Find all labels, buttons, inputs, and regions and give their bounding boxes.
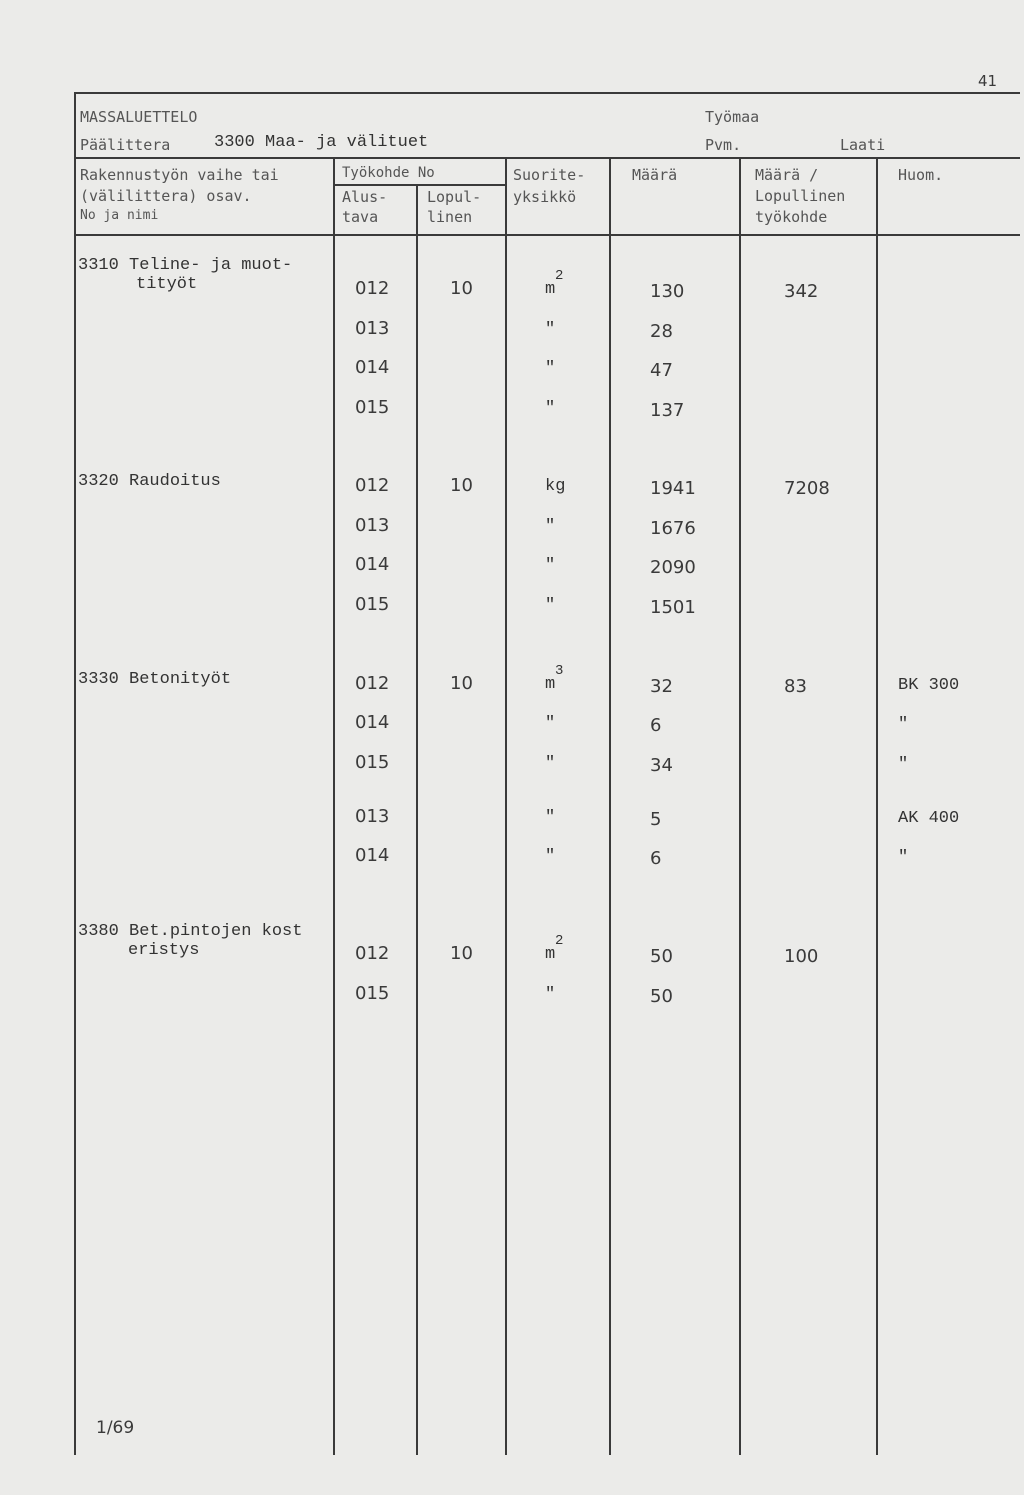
huom-cell: " [898, 755, 909, 774]
pvm-label: Pvm. [705, 136, 742, 154]
huom-cell: BK 300 [898, 676, 960, 695]
unit-cell: " [545, 320, 556, 339]
vrule-col6 [876, 157, 878, 1455]
alustava-cell: 013 [355, 515, 390, 536]
unit-cell: " [545, 985, 556, 1004]
unit-cell: " [545, 754, 556, 773]
group-label: 3320 Raudoitus [78, 472, 221, 491]
maara-cell: 1941 [650, 478, 696, 499]
alustava-cell: 015 [355, 752, 390, 773]
maara-cell: 32 [650, 676, 673, 697]
vrule-left [74, 92, 76, 1455]
huom-cell: " [898, 715, 909, 734]
unit-cell: " [545, 808, 556, 827]
form-code: 1/69 [96, 1418, 135, 1438]
alustava-cell: 012 [355, 278, 390, 299]
alustava-header-2: tava [342, 208, 379, 226]
unit-cell: " [545, 517, 556, 536]
alustava-cell: 014 [355, 554, 390, 575]
maara-cell: 6 [650, 715, 662, 736]
maara-cell: 6 [650, 848, 662, 869]
maara-cell: 34 [650, 755, 673, 776]
form-title: MASSALUETTELO [80, 108, 198, 126]
lopullinen-maara-cell: 100 [784, 946, 819, 967]
unit-cell: m [545, 945, 556, 964]
maara-cell: 5 [650, 809, 662, 830]
suorite-header-2: yksikkö [513, 188, 577, 206]
group-label: 3380 Bet.pintojen kost [78, 922, 303, 941]
group-label-cont: eristys [128, 941, 200, 960]
maara-cell: 137 [650, 400, 685, 421]
vrule-col1 [333, 157, 335, 1455]
unit-cell: kg [545, 477, 566, 496]
vrule-col4 [609, 157, 611, 1455]
huom-cell: AK 400 [898, 809, 960, 828]
alustava-cell: 013 [355, 318, 390, 339]
rule-header-top [74, 157, 1020, 159]
unit-cell: m [545, 675, 556, 694]
lopullinen-cell: 10 [450, 943, 473, 964]
alustava-header-1: Alus- [342, 188, 388, 206]
maara-cell: 1501 [650, 597, 696, 618]
unit-cell: " [545, 399, 556, 418]
unit-exponent: 2 [555, 933, 564, 949]
alustava-cell: 014 [355, 845, 390, 866]
huom-cell: " [898, 848, 909, 867]
maara-cell: 2090 [650, 557, 696, 578]
paalittera-value: 3300 Maa- ja välituet [214, 133, 429, 152]
unit-cell: " [545, 556, 556, 575]
laati-label: Laati [840, 136, 886, 154]
col1-header-line2: (välilittera) osav. [80, 187, 252, 205]
vrule-col2 [416, 184, 418, 1455]
alustava-cell: 012 [355, 475, 390, 496]
lopullinen-maara-cell: 83 [784, 676, 807, 697]
col1-header-line1: Rakennustyön vaihe tai [80, 166, 279, 184]
alustava-cell: 012 [355, 943, 390, 964]
maara-cell: 130 [650, 281, 685, 302]
lopullinen-header-1: Lopul- [427, 188, 482, 206]
paalittera-label: Päälittera [80, 136, 171, 154]
vrule-col3 [505, 157, 507, 1455]
unit-exponent: 2 [555, 268, 564, 284]
unit-cell: " [545, 714, 556, 733]
maara-lop-header-2: Lopullinen [755, 187, 846, 205]
col1-header-line3: No ja nimi [80, 208, 159, 223]
page-number: 41 [978, 72, 998, 90]
maara-cell: 47 [650, 360, 673, 381]
lopullinen-maara-cell: 342 [784, 281, 819, 302]
rule-tyokohde [333, 184, 505, 186]
maara-header: Määrä [632, 166, 678, 184]
group-label-cont: tityöt [136, 275, 198, 294]
lopullinen-cell: 10 [450, 673, 473, 694]
maara-cell: 50 [650, 946, 673, 967]
unit-exponent: 3 [555, 663, 564, 679]
alustava-cell: 015 [355, 397, 390, 418]
group-label: 3330 Betonityöt [78, 670, 232, 689]
alustava-cell: 012 [355, 673, 390, 694]
unit-cell: " [545, 596, 556, 615]
rule-header-bottom [74, 234, 1020, 236]
group-label: 3310 Teline- ja muot- [78, 256, 293, 275]
alustava-cell: 014 [355, 712, 390, 733]
unit-cell: m [545, 280, 556, 299]
tyokohde-header: Työkohde No [342, 165, 435, 181]
alustava-cell: 015 [355, 594, 390, 615]
alustava-cell: 015 [355, 983, 390, 1004]
maara-lop-header-1: Määrä / [755, 166, 819, 184]
maara-cell: 28 [650, 321, 673, 342]
lopullinen-cell: 10 [450, 475, 473, 496]
vrule-col5 [739, 157, 741, 1455]
maara-lop-header-3: työkohde [755, 208, 828, 226]
unit-cell: " [545, 847, 556, 866]
lopullinen-maara-cell: 7208 [784, 478, 830, 499]
suorite-header-1: Suorite- [513, 166, 586, 184]
huom-header: Huom. [898, 166, 944, 184]
alustava-cell: 013 [355, 806, 390, 827]
lopullinen-cell: 10 [450, 278, 473, 299]
rule-top [74, 92, 1020, 94]
maara-cell: 1676 [650, 518, 696, 539]
unit-cell: " [545, 359, 556, 378]
maara-cell: 50 [650, 986, 673, 1007]
lopullinen-header-2: linen [427, 208, 473, 226]
tyomaa-label: Työmaa [705, 108, 760, 126]
alustava-cell: 014 [355, 357, 390, 378]
